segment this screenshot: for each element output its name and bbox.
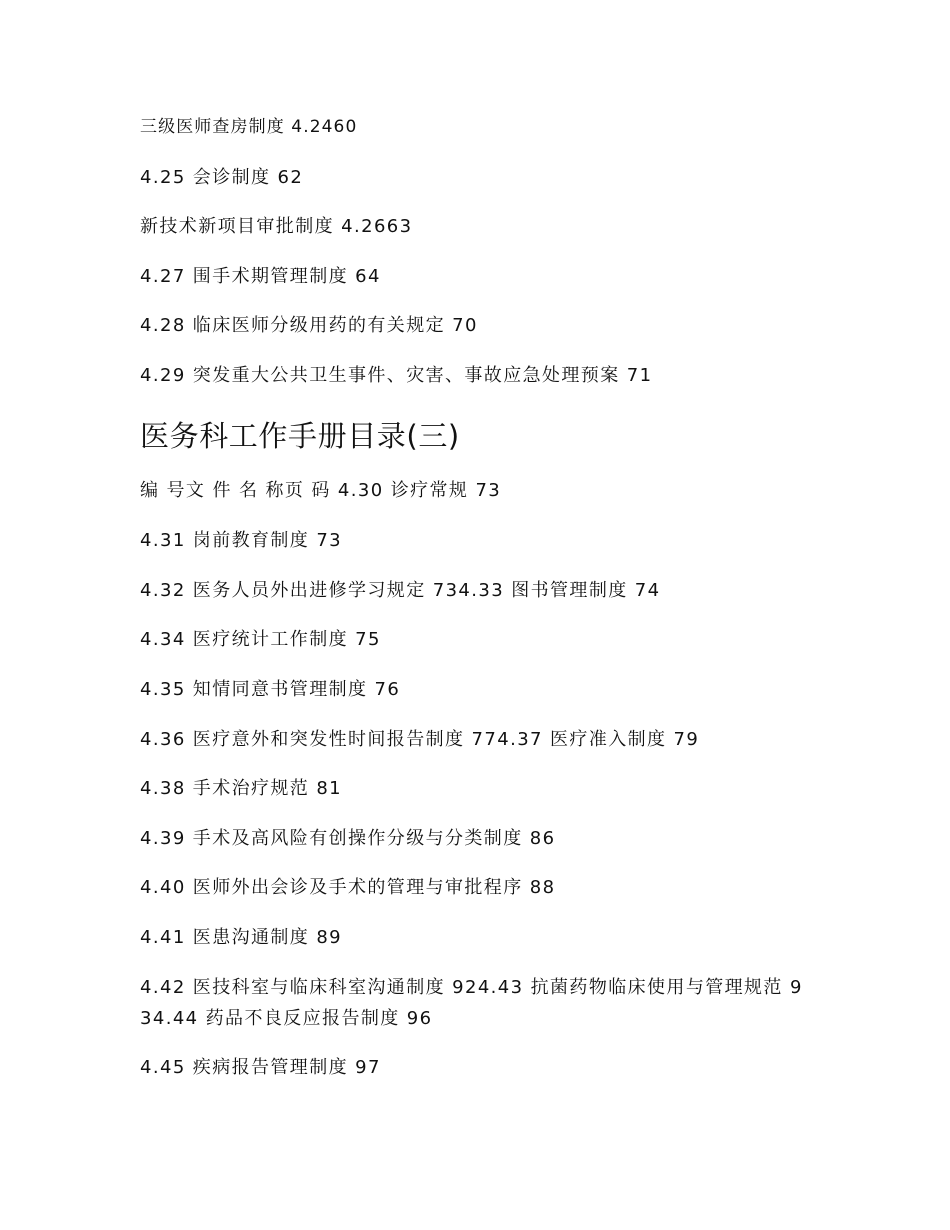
toc-entry-surgery-standards: 4.38 手术治疗规范 81 — [140, 778, 343, 799]
toc-entry-informed-consent: 4.35 知情同意书管理制度 76 — [140, 679, 401, 700]
toc-entry-external-consultation: 4.40 医师外出会诊及手术的管理与审批程序 88 — [140, 877, 556, 898]
toc-entry-department-communication: 4.42 医技科室与临床科室沟通制度 924.43 抗菌药物临床使用与管理规范 934.44 药品不良反应报告制度 96 — [140, 977, 803, 1029]
toc-entry-doctor-patient-communication: 4.41 医患沟通制度 89 — [140, 927, 343, 948]
toc-entry-disease-reporting: 4.45 疾病报告管理制度 97 — [140, 1057, 381, 1078]
toc-entry-training-library: 4.32 医务人员外出进修学习规定 734.33 图书管理制度 74 — [140, 580, 661, 601]
toc-entry-ward-rounds: 三级医师查房制度 4.2460 — [140, 117, 358, 137]
toc-entry-accident-reporting: 4.36 医疗意外和突发性时间报告制度 774.37 医疗准入制度 79 — [140, 729, 700, 750]
toc-entry-consultation: 4.25 会诊制度 62 — [140, 167, 304, 188]
toc-entry-pre-job-education: 4.31 岗前教育制度 73 — [140, 530, 343, 551]
section-heading: 医务科工作手册目录(三) — [140, 419, 460, 453]
toc-entry-perioperative: 4.27 围手术期管理制度 64 — [140, 266, 381, 287]
toc-entry-emergency-plan: 4.29 突发重大公共卫生事件、灾害、事故应急处理预案 71 — [140, 365, 653, 386]
toc-entry-new-technology: 新技术新项目审批制度 4.2663 — [140, 216, 413, 237]
toc-entry-risk-classification: 4.39 手术及高风险有创操作分级与分类制度 86 — [140, 828, 556, 849]
toc-entry-statistics: 4.34 医疗统计工作制度 75 — [140, 629, 381, 650]
toc-entry-medication-levels: 4.28 临床医师分级用药的有关规定 70 — [140, 315, 478, 336]
toc-entry-diagnosis-routine: 编 号文 件 名 称页 码 4.30 诊疗常规 73 — [140, 480, 502, 501]
